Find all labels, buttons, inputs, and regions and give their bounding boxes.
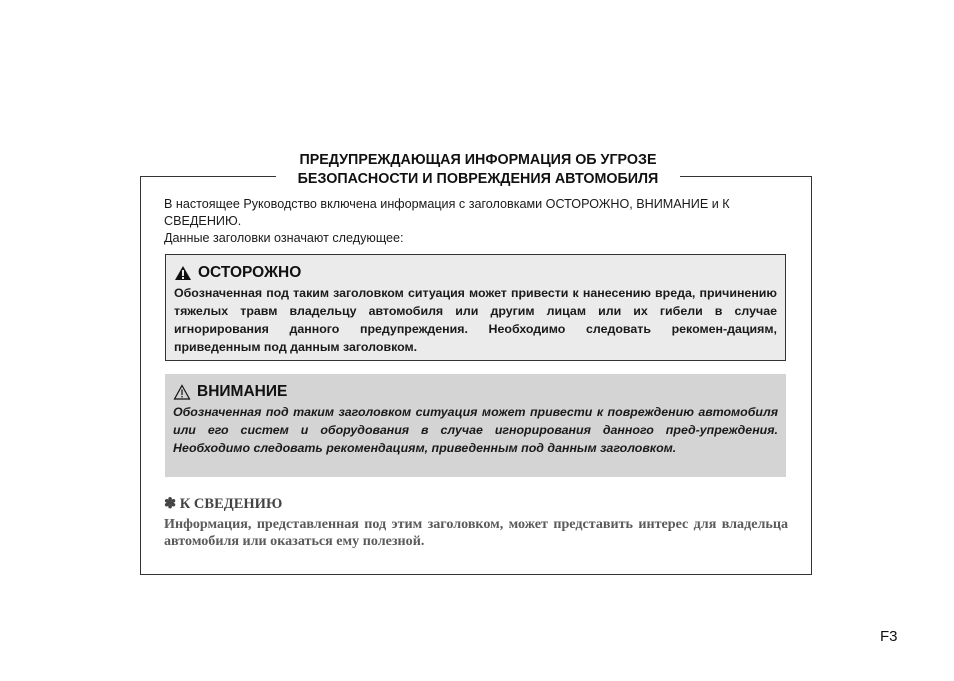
warning-title: ОСТОРОЖНО [198,264,302,281]
caution-box [165,374,786,477]
warning-box [165,254,786,361]
intro-line-1: В настоящее Руководство включена информация с заголовками ОСТОРОЖНО, ВНИМАНИЕ и К СВЕДЕНИЮ. [164,197,730,228]
page-title-line-2: БЕЗОПАСНОСТИ И ПОВРЕЖДЕНИЯ АВТОМОБИЛЯ [297,171,659,187]
caution-header [173,382,778,402]
page-title-line-1: ПРЕДУПРЕЖДАЮЩАЯ ИНФОРМАЦИЯ ОБ УГРОЗЕ [299,152,657,168]
note-text: Информация, представленная под этим заголовком, может представить интерес для владельца автомобиля или оказаться ему полезной. [164,516,788,549]
note-section [164,495,788,550]
note-header [164,495,788,514]
caution-title: ВНИМАНИЕ [197,383,288,400]
warning-filled-icon [174,265,192,281]
note-title: К СВЕДЕНИЮ [179,496,283,512]
warning-outline-icon [173,384,191,400]
asterisk-icon: ✽ [164,496,177,512]
warning-text: Обозначенная под таким заголовком ситуация может привести к нанесению вреда, причинению тяжелых травм владельцу автомобиля или другим лицам или их гибели в случае игнорирования данного предупреждения. Необходимо следовать рекомен-дациям, приведенным под данным заголовком. [174,286,777,354]
caution-text: Обозначенная под таким заголовком ситуация может привести к повреждению автомобиля или его систем и оборудования в случае игнорирования данного пред-упреждения. Необходимо следовать рекомендациям, приведенным под данным заголовком. [173,405,778,455]
intro-line-2: Данные заголовки означают следующее: [164,231,404,245]
warning-header [174,263,777,283]
page-title [276,151,680,189]
intro-paragraph [164,196,788,247]
page-number: F3 [880,628,898,645]
